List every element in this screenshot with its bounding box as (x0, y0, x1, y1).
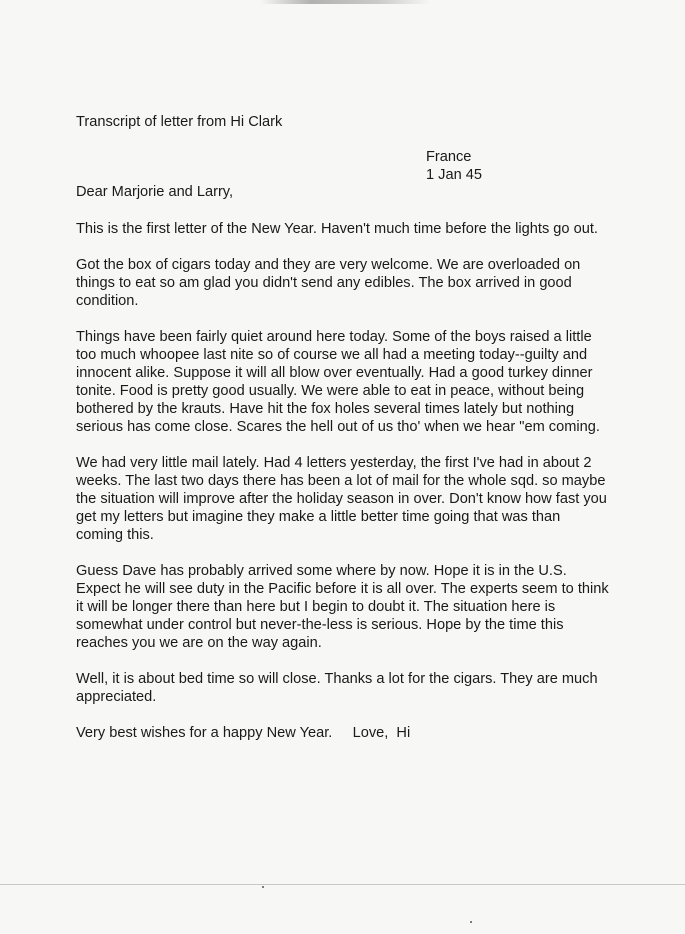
letter-date: 1 Jan 45 (426, 167, 482, 183)
paragraph: Guess Dave has probably arrived some where by now. Hope it is in the U.S. Expect he will see duty in the Pacific before it is all over. The experts seem to think it will be longer there than here but I begin to doubt it. The situation here is somewhat under control but never-the-less is serious. Hope by the time this reaches you we are on the way again. (76, 563, 609, 651)
place-date-block (426, 148, 482, 184)
paragraph: Got the box of cigars today and they are very welcome. We are overloaded on things to eat so am glad you didn't send any edibles. The box arrived in good condition. (76, 257, 581, 309)
letter-header (76, 113, 616, 153)
closing-line: Very best wishes for a happy New Year. Love, Hi (76, 725, 411, 741)
paragraph: Things have been fairly quiet around here today. Some of the boys raised a little too much whoopee last nite so of course we all had a meeting today--guilty and innocent alike. Suppose it will all blow over eventually. Had a good turkey dinner tonite. Food is pretty good usually. We were able to eat in peace, without being bothered by the krauts. Have hit the fox holes several times lately but nothing serious has come close. Scares the hell out of us tho' when we hear "em coming. (76, 329, 600, 435)
letter-place: France (426, 149, 472, 165)
salutation: Dear Marjorie and Larry, (76, 184, 234, 200)
scan-artifact-top (260, 0, 430, 4)
paragraph: This is the first letter of the New Year. Haven't much time before the lights go out. (76, 221, 598, 237)
scan-edge-line (0, 884, 685, 885)
scan-speck (262, 886, 264, 888)
paragraph: We had very little mail lately. Had 4 letters yesterday, the first I've had in about 2 weeks. The last two days there has been a lot of mail for the whole sqd. so maybe the situation will improve after the holiday season in over. Don't know how fast you get my letters but imagine they make a little better time going that was than coming this. (76, 455, 607, 543)
document-heading: Transcript of letter from Hi Clark (76, 114, 283, 130)
letter-body (76, 220, 611, 760)
paragraph: Well, it is about bed time so will close. Thanks a lot for the cigars. They are much appreciated. (76, 671, 598, 705)
scan-speck (470, 921, 472, 923)
